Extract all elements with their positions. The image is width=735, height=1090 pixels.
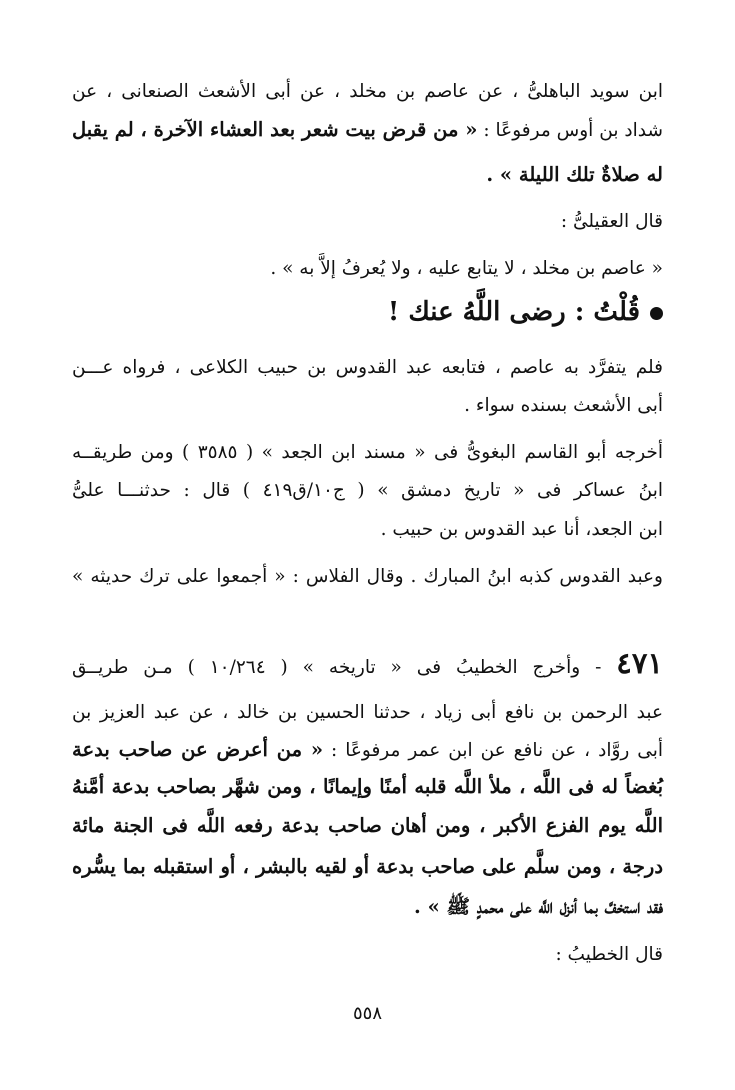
text-line-17: درجة ، ومن سلَّم على صاحب بدعة أو لقيه بالبشر ، أو استقبله بما يسُّره (72, 855, 663, 878)
entry-number: ٤٧١ (616, 646, 663, 680)
text-line-19: قال الخطيبُ : (555, 944, 663, 965)
entry-line (72, 648, 663, 683)
text-line-2-plain: شداد بن أوس مرفوعًا : (483, 120, 663, 141)
text-line-13: عبد الرحمن بن نافع أبى زياد ، حدثنا الحسين بن خالد ، عن عبد العزيز بن (72, 702, 663, 723)
text-line-10: ابن الجعد، أنا عبد القدوس بن حبيب . (380, 519, 663, 540)
hadith-quote-start: « من قرض بيت شعر بعد العشاء الآخرة ، لم يقبل (72, 118, 478, 141)
section-heading (72, 292, 663, 332)
text-line-18: فقد استخفَّ بما أنزل اللَّه على محمدٍ ﷺ » . (414, 895, 663, 918)
text-line-15: بُغضاً له فى اللَّه ، ملأ اللَّه قلبه أمنًا وإيمانًا ، ومن شهَّر بصاحب بدعة أمَّنهُ (72, 775, 663, 798)
text-line-16: اللَّه يوم الفزع الأكبر ، ومن أهان صاحب بدعة رفعه اللَّه فى الجنة مائة (72, 814, 663, 837)
text-line-8: أخرجه أبو القاسم البغوىُّ فى « مسند ابن الجعد » ( ٣٥٨٥ ) ومن طريقــه (72, 442, 663, 463)
heading-text: قُلْتُ : رضى اللَّهُ عنك ! (387, 297, 640, 327)
text-line-6: فلم يتفرَّد به عاصم ، فتابعه عبد القدوس بن حبيب الكلاعى ، فرواه عـــن (72, 357, 663, 378)
text-line-1: ابن سويد الباهلىُّ ، عن عاصم بن مخلد ، عن أبى الأشعث الصنعانى ، عن (72, 81, 664, 102)
bullet-icon (650, 307, 663, 320)
text-line-4: قال العقيلىُّ : (560, 211, 663, 232)
text-line-14 (72, 735, 663, 766)
hadith-2-start: « من أعرض عن صاحب بدعة (72, 738, 324, 761)
entry-line-text: - وأخرج الخطيبُ فى « تاريخه » ( ١٠/٢٦٤ ) مـن طريــق (72, 657, 602, 678)
text-line-14-plain: أبى روَّاد ، عن نافع عن ابن عمر مرفوعًا : (331, 740, 663, 761)
text-line-2 (72, 115, 663, 146)
text-line-3: له صلاةٌ تلك الليلة » . (486, 163, 663, 186)
text-line-7: أبى الأشعث بسنده سواء . (464, 395, 663, 416)
page-number: ٥٥٨ (352, 1003, 382, 1024)
text-line-9: ابنُ عساكر فى « تاريخ دمشق » ( ج١٠/ق٤١٩ ) قال : حدثنـــا علىُّ (72, 480, 663, 501)
text-line-5: « عاصم بن مخلد ، لا يتابع عليه ، ولا يُعرفُ إلاَّ به » . (270, 258, 663, 279)
text-line-11: وعبد القدوس كذبه ابنُ المبارك . وقال الفلاس : « أجمعوا على ترك حديثه » (72, 566, 663, 587)
